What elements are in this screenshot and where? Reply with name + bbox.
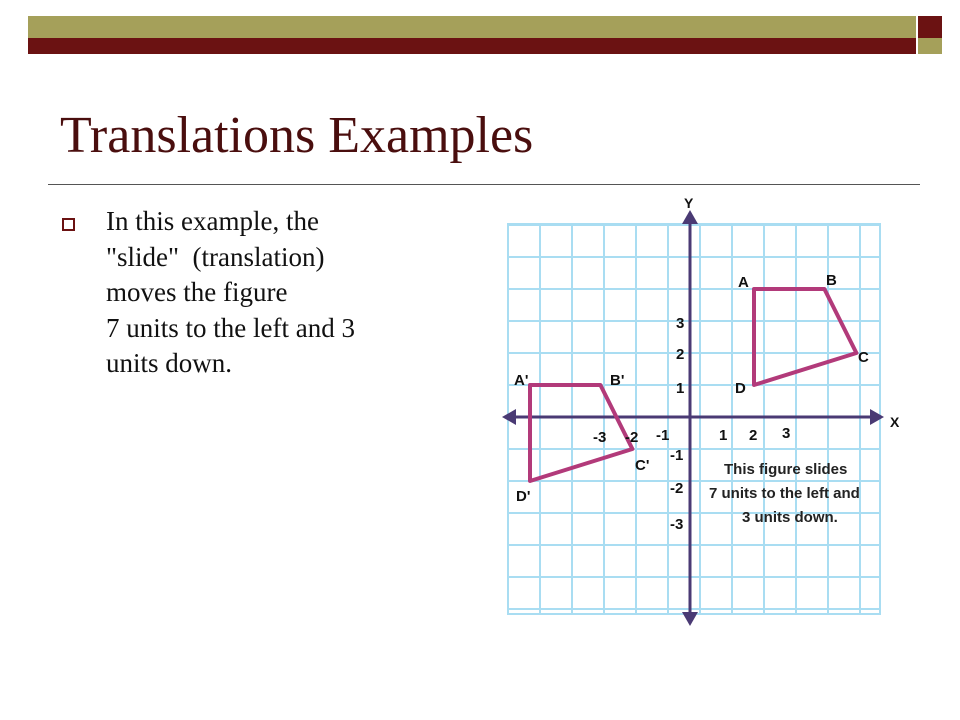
y-axis-bottom-arrow-icon [682, 612, 698, 626]
y-tick-label: -1 [670, 447, 684, 464]
original-quadrilateral [754, 289, 856, 385]
point-label-d: D [735, 380, 746, 397]
x-tick-label: 2 [749, 427, 758, 444]
header-corner-blocks [918, 16, 942, 54]
point-label-c-prime: C' [635, 457, 650, 474]
coordinate-graph-svg [480, 188, 920, 640]
x-tick-label: 1 [719, 427, 728, 444]
x-tick-label: -1 [656, 427, 670, 444]
title-divider [48, 184, 920, 185]
y-axis-label: Y [684, 195, 694, 211]
y-tick-label: 1 [676, 380, 685, 397]
grid-border [508, 224, 880, 614]
x-tick-label: -3 [593, 429, 607, 446]
bullet-line: moves the figure [106, 277, 288, 307]
corner-block-olive [918, 38, 942, 54]
point-label-b-prime: B' [610, 372, 625, 389]
x-axis-label: X [890, 414, 900, 430]
x-tick-label: -2 [625, 429, 639, 446]
bullet-line: 7 units to the left and 3 [106, 312, 355, 343]
point-label-c: C [858, 349, 869, 366]
bullet-line: units down. [106, 348, 233, 378]
bullet-text [106, 204, 355, 382]
header-bar-maroon [28, 38, 916, 54]
slide-title: Translations Examples [60, 107, 534, 164]
y-tick-label: -2 [670, 480, 684, 497]
coordinate-graph [480, 188, 920, 640]
point-label-b: B [826, 272, 837, 289]
y-axis-top-arrow-icon [682, 210, 698, 224]
point-label-a: A [738, 274, 749, 291]
hollow-square-bullet-icon [62, 218, 75, 231]
x-axis-right-arrow-icon [870, 409, 884, 425]
graph-note-line: 3 units down. [742, 509, 838, 526]
translated-quadrilateral [530, 385, 632, 481]
point-label-a-prime: A' [514, 372, 529, 389]
grid [508, 224, 880, 614]
x-tick-label: 3 [782, 425, 791, 442]
y-tick-label: 3 [676, 315, 685, 332]
y-tick-label: -3 [670, 516, 684, 533]
y-tick-label: 2 [676, 346, 685, 363]
corner-block-maroon [918, 16, 942, 38]
point-label-d-prime: D' [516, 488, 531, 505]
graph-note-line: This figure slides [724, 461, 848, 478]
header-bar [28, 16, 916, 54]
graph-note-line: 7 units to the left and [709, 485, 860, 502]
bullet-line: "slide" (translation) [106, 241, 325, 272]
header-bar-olive [28, 16, 916, 38]
bullet-line: In this example, the [106, 206, 319, 236]
